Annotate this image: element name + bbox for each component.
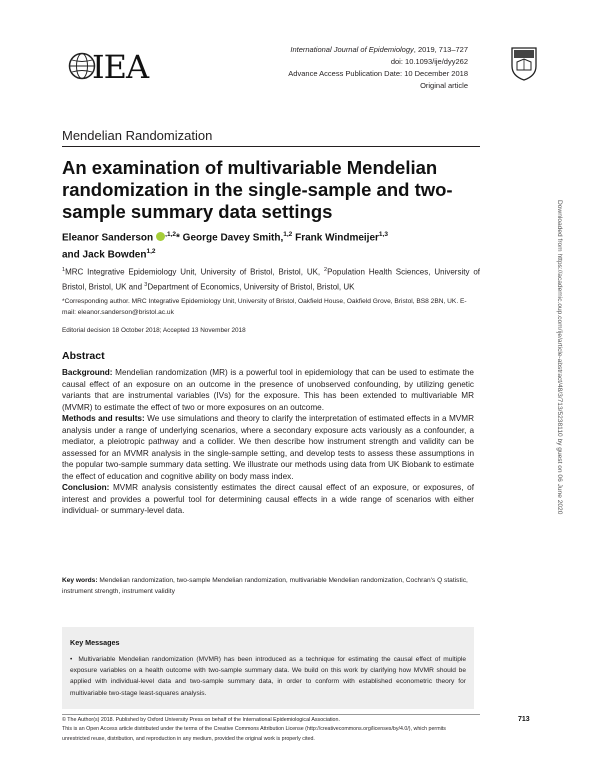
key-message-text: Multivariable Mendelian randomization (MVMR) has been introduced as a technique for estimating the causal effect of multiple exposure variables on a health outcome with two-sample summary data. We build on this work by clarifying how MVMR should be applied with individual-level data and two-sample summary data, in order to conform with established econometric theory for multivariable two-stage least-squares analysis. — [70, 656, 466, 697]
editorial-dates: Editorial decision 18 October 2018; Accepted 13 November 2018 — [62, 327, 246, 334]
copyright-notice — [62, 716, 472, 744]
publication-date: Advance Access Publication Date: 10 December 2018 — [288, 69, 468, 78]
author-name[interactable]: and Jack Bowden — [62, 249, 147, 261]
oxford-crest-icon — [510, 46, 538, 82]
copyright-line: © The Author(s) 2018. Published by Oxford University Press on behalf of the International Epidemiological Association. — [62, 717, 340, 723]
key-message-item — [70, 654, 466, 699]
journal-citation — [230, 44, 468, 56]
affiliation-text: Population Health Sciences, University of Bristol, Bristol, UK and — [62, 267, 481, 292]
abstract-label: Conclusion: — [62, 483, 110, 492]
article-type: Original article — [420, 81, 468, 90]
affiliation-text: Department of Economics, University of Bristol, Bristol, UK — [147, 282, 355, 292]
abstract-methods — [62, 413, 474, 482]
license-line: This is an Open Access article distributed under the terms of the Creative Commons Attribution License (http://creativecommons.org/licenses/by/4.0/), which permits unrestricted reuse, distribution, and reproduction in any medium, provided the original work is properly cited. — [62, 726, 446, 742]
section-label: Mendelian Randomization — [62, 128, 213, 143]
citation-pages: , 2019, 713–727 — [413, 45, 468, 54]
article-title: An examination of multivariable Mendelian randomization in the single-sample and two-sample summary data settings — [62, 157, 453, 222]
footer-divider — [62, 714, 480, 715]
abstract-label: Background: — [62, 368, 113, 377]
author-list — [62, 228, 492, 263]
abstract-conclusion — [62, 482, 474, 517]
author-affiliation-marker: ,1,2 — [165, 231, 176, 238]
author-affiliation-marker: 1,3 — [378, 231, 388, 238]
download-side-note: Downloaded from https://academic.oup.com/ije/article-abstract/48/3/713/5238110 by guest on 06 June 2020 — [556, 200, 563, 515]
abstract-text: MVMR analysis consistently estimates the direct causal effect of an exposure, or exposures, of interest and provides a powerful tool for determining causal effects in a wide range of scenarios with either individual- or summary-level data. — [62, 483, 474, 515]
keywords — [62, 575, 474, 597]
bullet-icon: • — [70, 656, 73, 663]
journal-name: International Journal of Epidemiology — [290, 45, 414, 54]
abstract-label: Methods and results: — [62, 414, 145, 423]
abstract-text: Mendelian randomization (MR) is a powerful tool in epidemiology that can be used to estimate the causal effect of an exposure on an outcome in the presence of unobserved confounding, by utilizing genetic variants that are instrumental variables (IVs) for the exposure. This has been extended to multivariable MR (MVMR) to estimate the effect of two or more exposures on an outcome. — [62, 368, 474, 412]
doi[interactable]: doi: 10.1093/ije/dyy262 — [390, 57, 468, 66]
author-name[interactable]: George Davey Smith, — [179, 232, 284, 244]
abstract-body — [62, 367, 474, 517]
iea-logo — [66, 50, 156, 84]
keywords-label: Key words: — [62, 577, 98, 584]
orcid-icon[interactable] — [156, 232, 165, 241]
affiliation-marker: 2 — [324, 267, 328, 273]
author-affiliation-marker: 1,2 — [283, 231, 293, 238]
author-affiliation-marker: 1,2 — [146, 248, 156, 256]
affiliations — [62, 264, 480, 293]
section-divider — [62, 146, 480, 147]
author-name[interactable]: Frank Windmeijer — [292, 232, 379, 244]
journal-metadata — [230, 44, 468, 92]
abstract-background — [62, 367, 474, 413]
affiliation-marker: 3 — [144, 281, 148, 288]
affiliation-text: MRC Integrative Epidemiology Unit, University of Bristol, Bristol, UK, — [65, 267, 325, 277]
abstract-heading: Abstract — [62, 350, 105, 362]
corresponding-marker: * — [175, 232, 180, 244]
abstract-text: We use simulations and theory to clarify the interpretation of estimated effects in a MVMR analysis under a range of underlying scenarios, where a secondary exposure acts variously as a confounder, a mediator, a pleiotropic pathway and a collider. We then describe how instrument strength and validity can be assessed for an MVMR analysis in the single-sample setting, and develop tests to assess these assumptions in the popular two-sample summary data setting. We illustrate our methods using data from UK Biobank to estimate the effect of education and cognitive ability on body mass index. — [62, 414, 474, 481]
correspondence-note: *Corresponding author. MRC Integrative Epidemiology Unit, University of Bristol, Oakfield House, Oakfield Grove, Bristol, BS8 2BN, UK. E-mail: eleanor.sanderson@bristol.ac.uk — [62, 298, 467, 316]
logo-text: IEA — [92, 48, 149, 86]
affiliation-marker: 1 — [62, 267, 66, 273]
key-messages-heading: Key Messages — [70, 638, 120, 647]
author-name[interactable]: Eleanor Sanderson — [62, 232, 154, 244]
page-number: 713 — [518, 716, 530, 723]
keywords-text: Mendelian randomization, two-sample Mendelian randomization, multivariable Mendelian randomization, Cochran's Q statistic, instrument strength, instrument validity — [62, 577, 468, 595]
